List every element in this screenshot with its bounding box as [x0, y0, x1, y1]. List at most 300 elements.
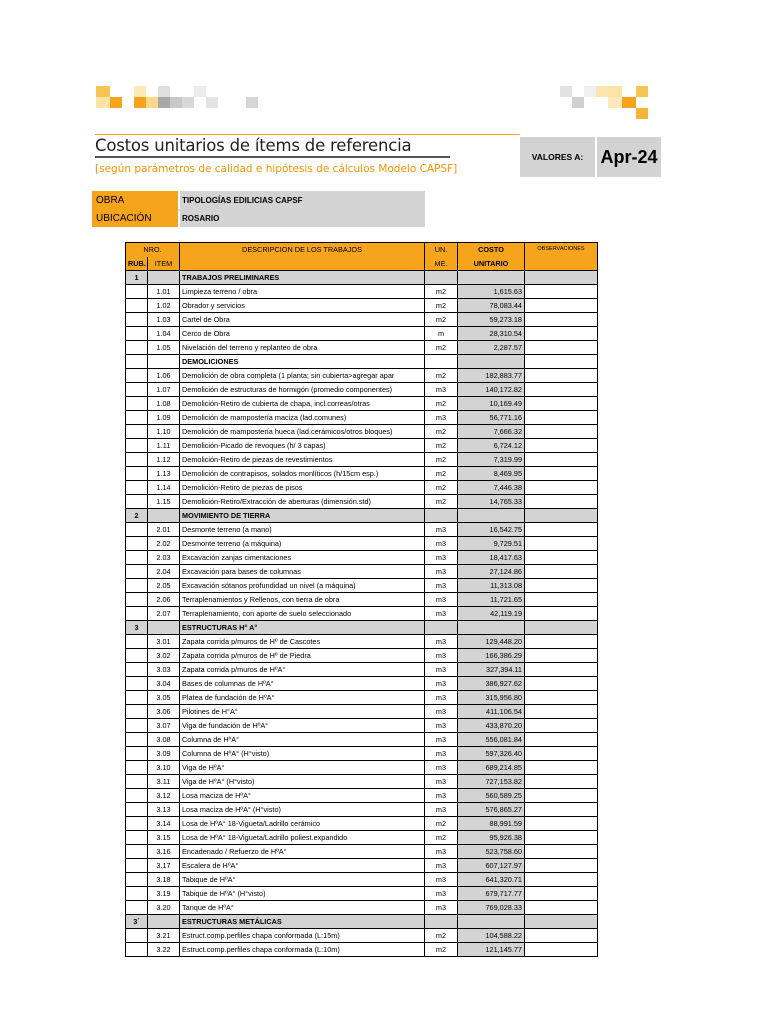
- cost-table: [125, 242, 598, 957]
- item-number: 2.05: [148, 579, 180, 593]
- item-number: 1.03: [148, 313, 180, 327]
- subsection-row: [126, 355, 598, 369]
- rub-cell: [126, 299, 148, 313]
- table-row: [126, 663, 598, 677]
- item-unit: m2: [425, 495, 458, 509]
- item-unit: m3: [425, 719, 458, 733]
- section-row: [126, 915, 598, 929]
- item-cost: 679,717.77: [458, 887, 525, 901]
- section-rub: 3´: [126, 915, 148, 929]
- item-number: 3.09: [148, 747, 180, 761]
- obs-cell: [525, 285, 598, 299]
- obs-cell: [525, 691, 598, 705]
- item-description: Viga de HºA° (H°visto): [180, 775, 425, 789]
- item-cost: 16,542.75: [458, 523, 525, 537]
- section-rub: 3: [126, 621, 148, 635]
- table-row: [126, 705, 598, 719]
- item-number: 1.07: [148, 383, 180, 397]
- item-description: Excavación sótanos profundidad un nivel (a máquina): [180, 579, 425, 593]
- item-description: Zapata corrida p/muros de Hº de Cascotes: [180, 635, 425, 649]
- obra-label: OBRA: [92, 191, 178, 209]
- item-cost: 104,588.22: [458, 929, 525, 943]
- item-unit: m3: [425, 733, 458, 747]
- section-cost-empty: [458, 271, 525, 285]
- item-number: 3.04: [148, 677, 180, 691]
- item-unit: m3: [425, 873, 458, 887]
- item-description: Cerco de Obra: [180, 327, 425, 341]
- obs-cell: [525, 537, 598, 551]
- item-description: Demolición de mampostería hueca (lad.cerámicos/otros bloques): [180, 425, 425, 439]
- rub-cell: [126, 691, 148, 705]
- rub-cell: [126, 873, 148, 887]
- item-description: Limpieza terreno / obra: [180, 285, 425, 299]
- item-description: Cartel de Obra: [180, 313, 425, 327]
- item-cost: 182,883.77: [458, 369, 525, 383]
- table-row: [126, 649, 598, 663]
- obs-cell: [525, 425, 598, 439]
- item-description: Losa maciza de HºA° (H°visto): [180, 803, 425, 817]
- item-cost: 59,273.18: [458, 313, 525, 327]
- rub-cell: [126, 341, 148, 355]
- item-description: Demolición-Retiro de piezas de revestimientos: [180, 453, 425, 467]
- rub-cell: [126, 607, 148, 621]
- obs-cell: [525, 649, 598, 663]
- obs-cell: [525, 551, 598, 565]
- table-row: [126, 761, 598, 775]
- obs-cell: [525, 775, 598, 789]
- item-description: Columna de HºA°: [180, 733, 425, 747]
- table-row: [126, 719, 598, 733]
- item-description: Excavación zanjas cimentaciones: [180, 551, 425, 565]
- item-unit: m3: [425, 691, 458, 705]
- section-un-empty: [425, 509, 458, 523]
- page-subtitle: [según parámetros de calidad e hipótesis de cálculos Modelo CAPSF]: [95, 163, 458, 175]
- header-orange-rule: [95, 134, 520, 135]
- rub-cell: [126, 579, 148, 593]
- section-row: [126, 271, 598, 285]
- item-number: 3.03: [148, 663, 180, 677]
- item-description: Demolición-Picado de revoques (h/ 3 capas): [180, 439, 425, 453]
- obs-cell: [525, 341, 598, 355]
- item-unit: m3: [425, 887, 458, 901]
- item-unit: m3: [425, 677, 458, 691]
- item-number: 1.06: [148, 369, 180, 383]
- table-row: [126, 677, 598, 691]
- table-row: [126, 299, 598, 313]
- table-row: [126, 901, 598, 915]
- table-row: [126, 383, 598, 397]
- header-observaciones: OBSERVACIONES: [525, 243, 598, 271]
- item-number: 3.01: [148, 635, 180, 649]
- table-row: [126, 313, 598, 327]
- table-row: [126, 369, 598, 383]
- table-row: [126, 537, 598, 551]
- item-description: Estruct.comp.perfiles chapa conformada (L:10m): [180, 943, 425, 957]
- item-description: Tabique de HºA° (H°visto): [180, 887, 425, 901]
- item-unit: m2: [425, 831, 458, 845]
- rub-cell: [126, 453, 148, 467]
- item-description: Demolición de estructuras de hormigón (promedio componentes): [180, 383, 425, 397]
- item-cost: 411,106.54: [458, 705, 525, 719]
- rub-cell: [126, 663, 148, 677]
- section-un-empty: [425, 271, 458, 285]
- section-item-empty: [148, 509, 180, 523]
- rub-cell: [126, 369, 148, 383]
- item-description: Terraplenamiento, con aporte de suelo seleccionado: [180, 607, 425, 621]
- section-title: ESTRUCTURAS H° A°: [180, 621, 425, 635]
- table-row: [126, 635, 598, 649]
- obs-cell: [525, 453, 598, 467]
- section-item-empty: [148, 271, 180, 285]
- item-number: 2.01: [148, 523, 180, 537]
- table-row: [126, 397, 598, 411]
- item-description: Estruct.comp.perfiles chapa conformada (L:15m): [180, 929, 425, 943]
- item-cost: 576,865.27: [458, 803, 525, 817]
- item-unit: m2: [425, 481, 458, 495]
- item-number: 3.15: [148, 831, 180, 845]
- header-nro: NRO.: [126, 243, 180, 257]
- page-title: Costos unitarios de ítems de referencia: [95, 136, 412, 155]
- section-title: ESTRUCTURAS METÁLICAS: [180, 915, 425, 929]
- table-row: [126, 467, 598, 481]
- item-unit: m3: [425, 411, 458, 425]
- obs-cell: [525, 495, 598, 509]
- section-rub: 1: [126, 271, 148, 285]
- cost-cell-empty: [458, 355, 525, 369]
- item-description: Pilotines de H°A°: [180, 705, 425, 719]
- item-cost: 27,124.86: [458, 565, 525, 579]
- obs-cell: [525, 439, 598, 453]
- item-unit: m2: [425, 929, 458, 943]
- obs-cell: [525, 299, 598, 313]
- item-cost: 166,386.29: [458, 649, 525, 663]
- obs-cell: [525, 481, 598, 495]
- section-row: [126, 621, 598, 635]
- item-cost: 327,394.11: [458, 663, 525, 677]
- item-number: 1.13: [148, 467, 180, 481]
- rub-cell: [126, 733, 148, 747]
- item-number: 3.07: [148, 719, 180, 733]
- table-row: [126, 481, 598, 495]
- obs-cell: [525, 719, 598, 733]
- table-row: [126, 551, 598, 565]
- rub-cell: [126, 943, 148, 957]
- item-unit: m3: [425, 859, 458, 873]
- item-unit: m2: [425, 369, 458, 383]
- item-description: Losa de HºA° 18-Vigueta/Ladrillo cerámico: [180, 817, 425, 831]
- obs-cell: [525, 803, 598, 817]
- rub-cell: [126, 761, 148, 775]
- item-cost: 129,448.20: [458, 635, 525, 649]
- item-number: 1.12: [148, 453, 180, 467]
- table-row: [126, 523, 598, 537]
- item-number: 1.14: [148, 481, 180, 495]
- section-item-empty: [148, 915, 180, 929]
- obs-cell: [525, 355, 598, 369]
- item-description: Tabique de HºA°: [180, 873, 425, 887]
- valores-label: VALORES A:: [520, 137, 595, 177]
- item-unit: m3: [425, 845, 458, 859]
- section-title: MOVIMIENTO DE TIERRA: [180, 509, 425, 523]
- obs-cell: [525, 887, 598, 901]
- table-row: [126, 411, 598, 425]
- item-cost: 56,771.16: [458, 411, 525, 425]
- item-description: Columna de HºA° (H°visto): [180, 747, 425, 761]
- item-description: Excavación para bases de columnas: [180, 565, 425, 579]
- table-row: [126, 887, 598, 901]
- item-unit: m3: [425, 775, 458, 789]
- rub-cell: [126, 313, 148, 327]
- item-unit: m2: [425, 817, 458, 831]
- item-unit: m2: [425, 285, 458, 299]
- item-unit: m2: [425, 425, 458, 439]
- rub-cell: [126, 327, 148, 341]
- rub-cell: [126, 747, 148, 761]
- rub-cell: [126, 439, 148, 453]
- item-unit: m3: [425, 747, 458, 761]
- item-number: 1.01: [148, 285, 180, 299]
- item-number: 2.03: [148, 551, 180, 565]
- header-rub: RUB.: [126, 257, 148, 271]
- table-row: [126, 341, 598, 355]
- table-row: [126, 873, 598, 887]
- item-number: 2.04: [148, 565, 180, 579]
- section-obs-empty: [525, 621, 598, 635]
- obs-cell: [525, 733, 598, 747]
- obs-cell: [525, 593, 598, 607]
- obs-cell: [525, 929, 598, 943]
- item-unit: m3: [425, 593, 458, 607]
- item-unit: m3: [425, 761, 458, 775]
- item-unit: m3: [425, 607, 458, 621]
- table-body: [126, 271, 598, 957]
- item-number: 2.07: [148, 607, 180, 621]
- item-cost: 2,287.57: [458, 341, 525, 355]
- rub-cell: [126, 775, 148, 789]
- item-number: 3.20: [148, 901, 180, 915]
- obs-cell: [525, 831, 598, 845]
- item-unit: m3: [425, 649, 458, 663]
- pixel-logo-right: [560, 86, 650, 120]
- item-unit: m3: [425, 803, 458, 817]
- rub-cell: [126, 397, 148, 411]
- table-row: [126, 565, 598, 579]
- section-obs-empty: [525, 271, 598, 285]
- obs-cell: [525, 817, 598, 831]
- obs-cell: [525, 845, 598, 859]
- rub-cell: [126, 411, 148, 425]
- rub-cell: [126, 789, 148, 803]
- item-cost: 560,589.25: [458, 789, 525, 803]
- obs-cell: [525, 523, 598, 537]
- obs-cell: [525, 705, 598, 719]
- item-cost: 8,469.95: [458, 467, 525, 481]
- item-cost: 523,758.60: [458, 845, 525, 859]
- item-unit: m2: [425, 439, 458, 453]
- obs-cell: [525, 411, 598, 425]
- item-cost: 11,721.65: [458, 593, 525, 607]
- item-description: Obrador y servicios: [180, 299, 425, 313]
- item-unit: m3: [425, 663, 458, 677]
- obs-cell: [525, 663, 598, 677]
- section-obs-empty: [525, 509, 598, 523]
- item-number: 3.14: [148, 817, 180, 831]
- item-unit: m2: [425, 313, 458, 327]
- item-description: Zapata corrida p/muros de Hº de Piedra: [180, 649, 425, 663]
- item-description: Losa de HºA° 18-Vigueta/Ladrillo poliest.expandido: [180, 831, 425, 845]
- item-cost: 28,310.54: [458, 327, 525, 341]
- obs-cell: [525, 635, 598, 649]
- item-cost: 14,765.33: [458, 495, 525, 509]
- item-number: 3.10: [148, 761, 180, 775]
- item-number: 3.08: [148, 733, 180, 747]
- item-description: Platea de fundación de HºA°: [180, 691, 425, 705]
- item-cost: 11,313.08: [458, 579, 525, 593]
- ubicacion-label: UBICACIÓN: [92, 209, 178, 227]
- header-descripcion-cont: [180, 257, 425, 271]
- item-cost: 140,172.82: [458, 383, 525, 397]
- obs-cell: [525, 397, 598, 411]
- item-cost: 769,028.33: [458, 901, 525, 915]
- table-row: [126, 453, 598, 467]
- table-row: [126, 327, 598, 341]
- header-descripcion: DESCRIPCION DE LOS TRABAJOS: [180, 243, 425, 257]
- item-description: Demolición-Retiro de cubierta de chapa, incl.correas/otras: [180, 397, 425, 411]
- rub-cell: [126, 859, 148, 873]
- rub-cell: [126, 719, 148, 733]
- obs-cell: [525, 789, 598, 803]
- item-unit: m3: [425, 523, 458, 537]
- item-description: Tanque de HºA°: [180, 901, 425, 915]
- rub-cell: [126, 565, 148, 579]
- obs-cell: [525, 313, 598, 327]
- table-row: [126, 775, 598, 789]
- section-cost-empty: [458, 915, 525, 929]
- item-cost: 556,081.84: [458, 733, 525, 747]
- section-title: TRABAJOS PRELIMINARES: [180, 271, 425, 285]
- section-obs-empty: [525, 915, 598, 929]
- item-description: Encadenado / Refuerzo de HºA°: [180, 845, 425, 859]
- item-number: 1.11: [148, 439, 180, 453]
- subsection-title: DEMOLICIONES: [180, 355, 425, 369]
- item-unit: m3: [425, 383, 458, 397]
- item-unit: m: [425, 327, 458, 341]
- section-cost-empty: [458, 509, 525, 523]
- obs-cell: [525, 943, 598, 957]
- item-cost: 6,724.12: [458, 439, 525, 453]
- item-number: 1.04: [148, 327, 180, 341]
- item-number: 3.21: [148, 929, 180, 943]
- item-description: Demolición de contrapisos, solados monlíticos (h/15cm esp.): [180, 467, 425, 481]
- item-number: 1.15: [148, 495, 180, 509]
- item-unit: m3: [425, 579, 458, 593]
- table-row: [126, 929, 598, 943]
- item-unit: m2: [425, 943, 458, 957]
- item-cost: 433,870.20: [458, 719, 525, 733]
- obs-cell: [525, 579, 598, 593]
- rub-cell: [126, 929, 148, 943]
- table-row: [126, 425, 598, 439]
- item-description: Desmonte terreno (a máquina): [180, 537, 425, 551]
- item-number: 2.02: [148, 537, 180, 551]
- item-cell-empty: [148, 355, 180, 369]
- table-header-row-1: [126, 243, 598, 257]
- header-un: UN.: [425, 243, 458, 257]
- table-row: [126, 747, 598, 761]
- rub-cell: [126, 705, 148, 719]
- item-unit: m2: [425, 453, 458, 467]
- item-cost: 10,169.49: [458, 397, 525, 411]
- item-unit: m2: [425, 341, 458, 355]
- item-description: Demolición-Retiro/Extracción de aberturas (dimensión.std): [180, 495, 425, 509]
- header-item: ITEM: [148, 257, 180, 271]
- item-unit: m3: [425, 565, 458, 579]
- obs-cell: [525, 873, 598, 887]
- item-cost: 7,319.99: [458, 453, 525, 467]
- item-unit: m3: [425, 551, 458, 565]
- rub-cell: [126, 635, 148, 649]
- table-row: [126, 817, 598, 831]
- item-number: 3.11: [148, 775, 180, 789]
- table-row: [126, 943, 598, 957]
- item-unit: m3: [425, 537, 458, 551]
- item-unit: m3: [425, 705, 458, 719]
- table-row: [126, 859, 598, 873]
- item-unit: m2: [425, 397, 458, 411]
- section-item-empty: [148, 621, 180, 635]
- item-number: 1.08: [148, 397, 180, 411]
- item-cost: 641,320.71: [458, 873, 525, 887]
- item-cost: 7,446.38: [458, 481, 525, 495]
- item-description: Demolición de mampostería maciza (lad.comunes): [180, 411, 425, 425]
- ubicacion-value: ROSARIO: [180, 209, 425, 227]
- item-cost: 42,119.19: [458, 607, 525, 621]
- rub-cell: [126, 817, 148, 831]
- rub-cell: [126, 887, 148, 901]
- rub-cell: [126, 481, 148, 495]
- item-description: Nivelación del terreno y replanteo de obra: [180, 341, 425, 355]
- table-row: [126, 495, 598, 509]
- item-number: 1.10: [148, 425, 180, 439]
- header-unitario: UNITARIO: [458, 257, 525, 271]
- item-number: 3.05: [148, 691, 180, 705]
- rub-cell: [126, 593, 148, 607]
- rub-cell: [126, 845, 148, 859]
- item-number: 3.12: [148, 789, 180, 803]
- section-row: [126, 509, 598, 523]
- valores-date: Apr-24: [597, 137, 661, 177]
- table-row: [126, 285, 598, 299]
- item-cost: 607,127.97: [458, 859, 525, 873]
- item-cost: 78,083.44: [458, 299, 525, 313]
- obs-cell: [525, 859, 598, 873]
- item-description: Demolición-Retiro de piezas de pisos: [180, 481, 425, 495]
- rub-cell: [126, 677, 148, 691]
- rub-cell: [126, 285, 148, 299]
- item-description: Viga de HºA°: [180, 761, 425, 775]
- item-description: Escalera de HºA°: [180, 859, 425, 873]
- item-unit: m2: [425, 299, 458, 313]
- item-cost: 1,615.63: [458, 285, 525, 299]
- rub-cell: [126, 831, 148, 845]
- obs-cell: [525, 677, 598, 691]
- item-cost: 121,145.77: [458, 943, 525, 957]
- item-cost: 18,417.63: [458, 551, 525, 565]
- item-number: 3.22: [148, 943, 180, 957]
- obs-cell: [525, 901, 598, 915]
- item-cost: 7,666.32: [458, 425, 525, 439]
- un-cell-empty: [425, 355, 458, 369]
